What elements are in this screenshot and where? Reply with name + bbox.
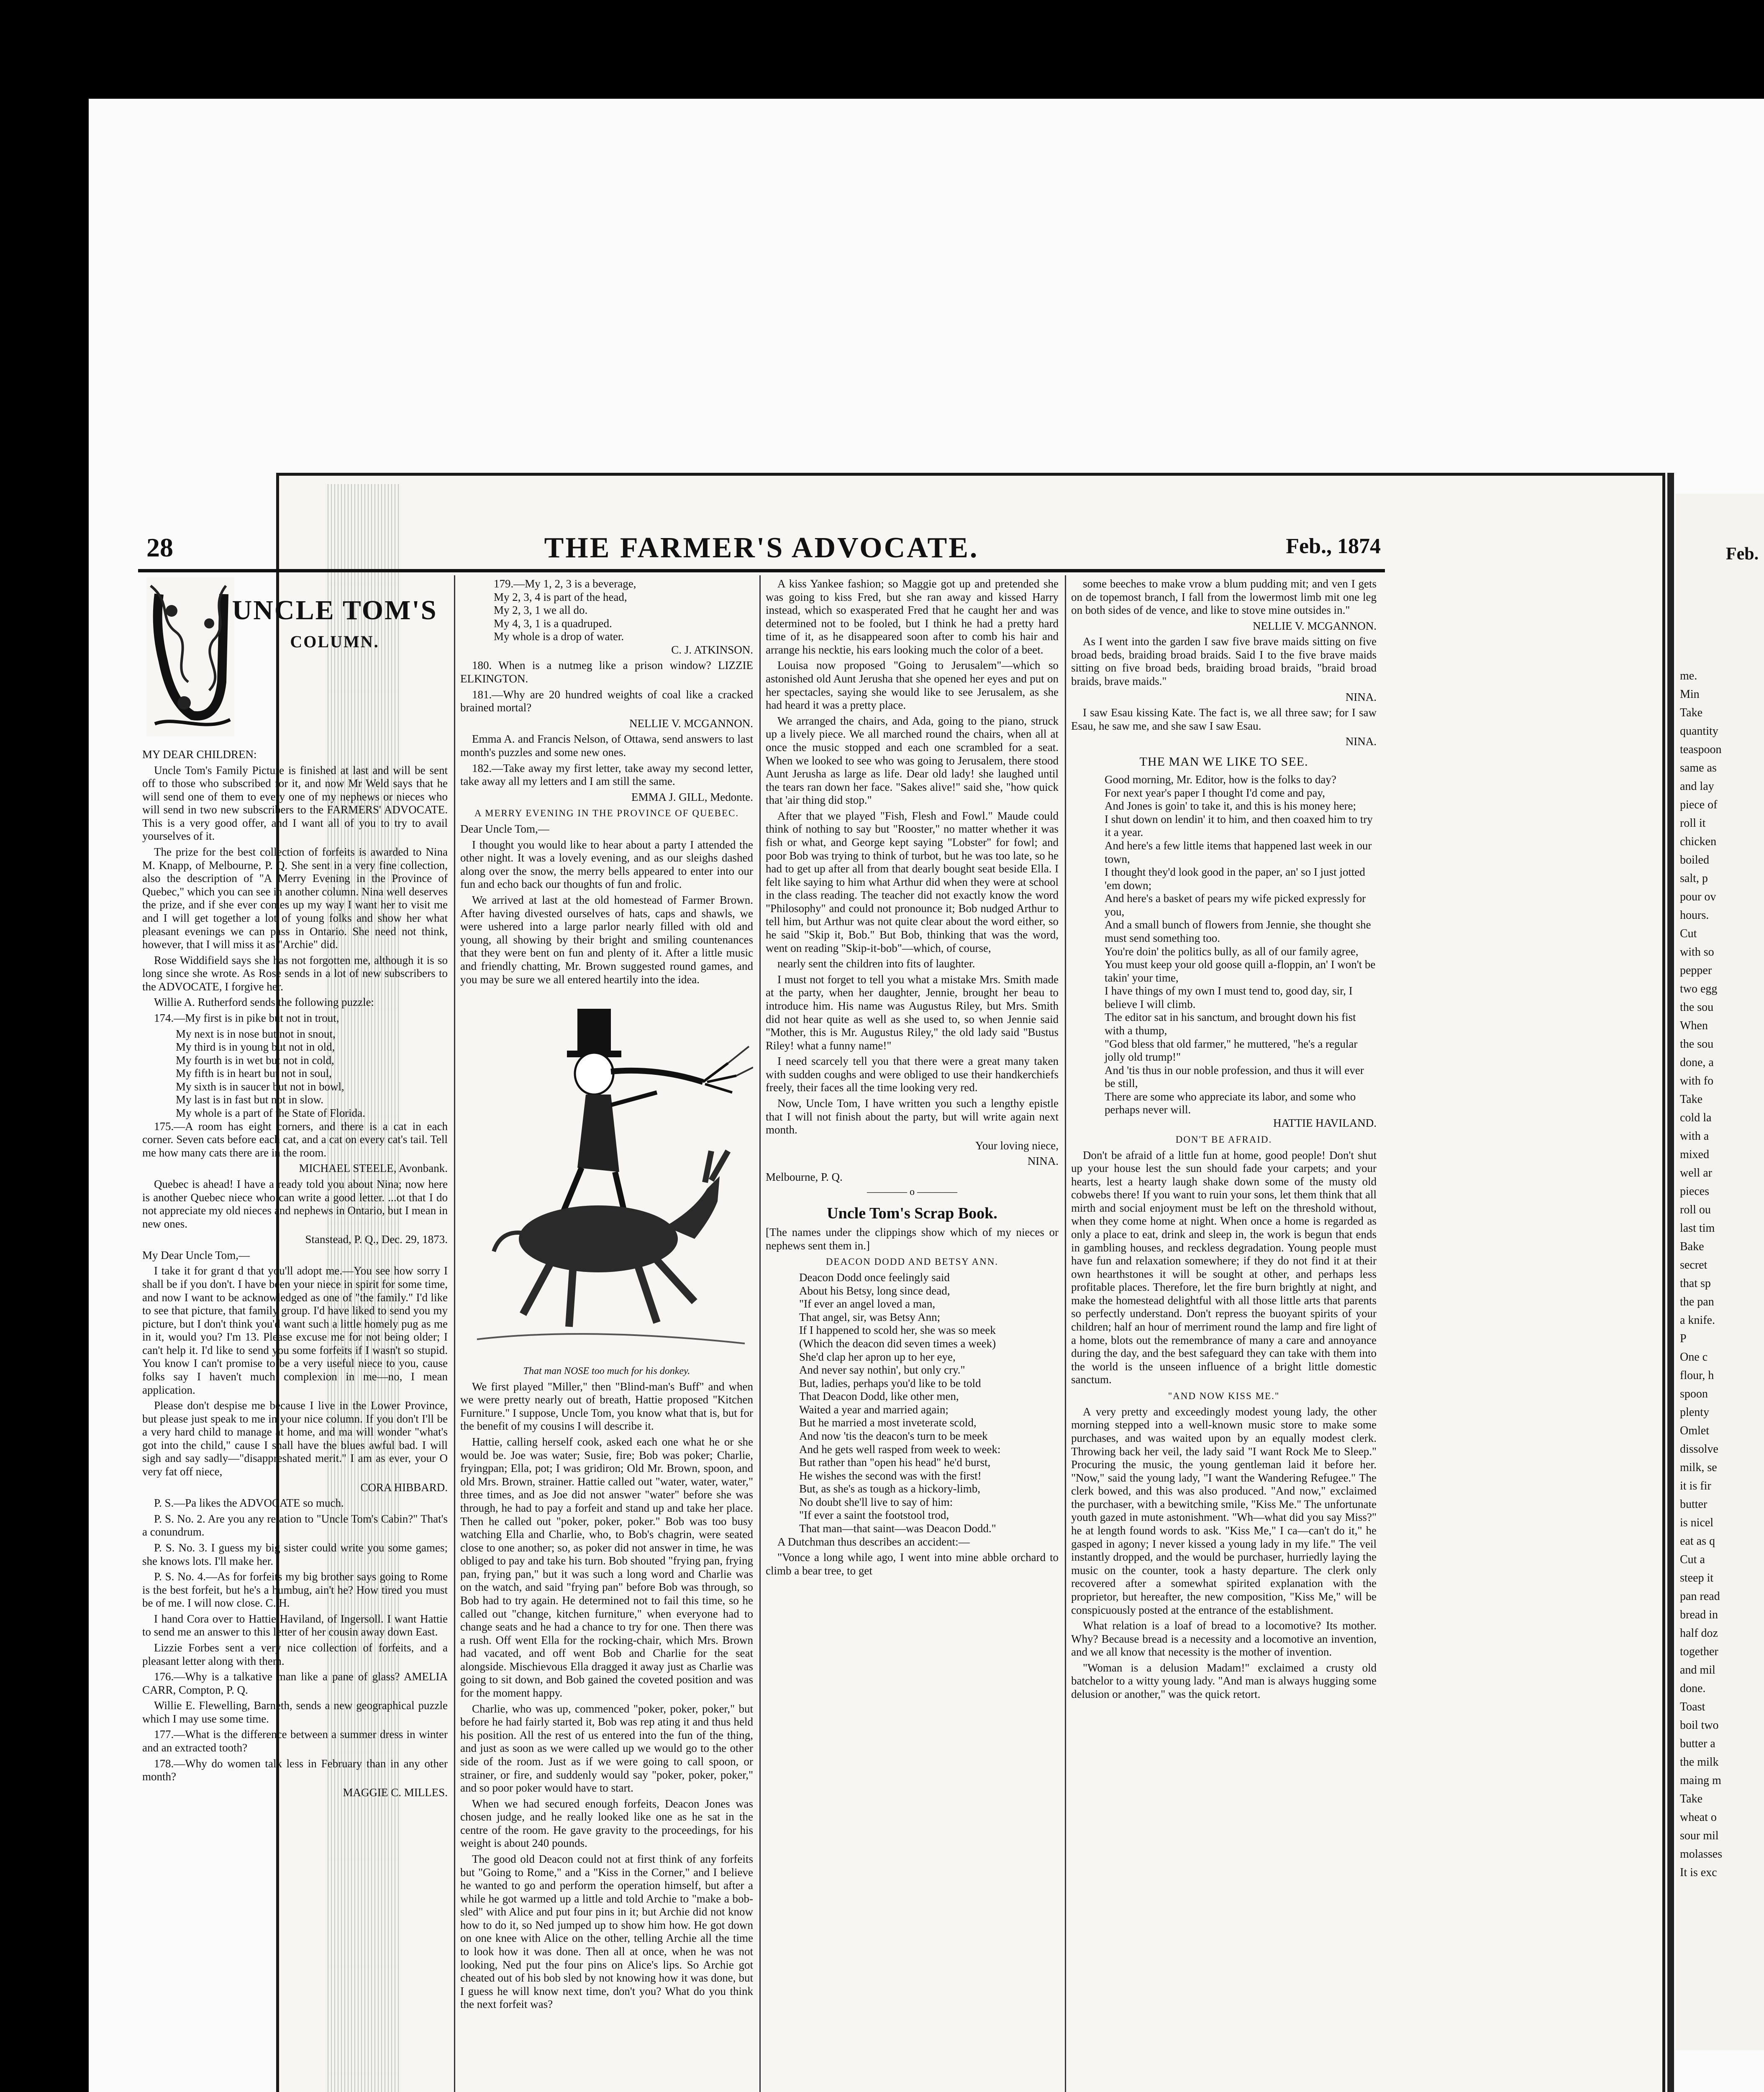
paragraph: I take it for grant d that you'll adopt me.—You see how sorry I shall be if you don't. I have been your niece in spirit for some time, and now I want to be acknowledged as one of "the family." I'd like to see that picture, that family group. I'd have liked to send you my picture, but I don't think you'd want such a little homely pug as me in it, would you? I'm 13. Please excuse me for not being older; I can't help it. I'd like to send you some forfeits if I wasn't so stupid. You know I can't promise to be a very useful niece to you, cause folks say I haven't much complexion in me—no, I mean application. xyxy=(142,1264,448,1396)
paragraph: 180. When is a nutmeg like a prison window? LIZZIE ELKINGTON. xyxy=(460,659,753,685)
poem-line: And never say nothin', but only cry." xyxy=(799,1364,965,1377)
section-divider: ———— o ———— xyxy=(867,1187,957,1198)
next-page-line: Take xyxy=(1680,1792,1703,1805)
paragraph: My next is in nose but not in snout, xyxy=(176,1027,336,1040)
next-page-line: milk, se xyxy=(1680,1461,1717,1474)
poem-line: But he married a most inveterate scold, xyxy=(799,1416,977,1429)
paragraph: 178.—Why do women talk less in February than in any other month? xyxy=(142,1757,448,1783)
poem-line: But rather than "open his head" he'd burst, xyxy=(799,1456,991,1469)
next-page-header: Feb. xyxy=(1726,544,1759,564)
paragraph: CORA HIBBARD. xyxy=(360,1481,448,1494)
dutchman-text: "Vonce a long while ago, I went into mine abble orchard to climb a bear tree, to get xyxy=(766,1551,1059,1577)
man-we-like-poem xyxy=(1071,773,1377,1130)
next-page-line: pepper xyxy=(1680,964,1712,977)
merry-evening-letter xyxy=(460,823,753,986)
paragraph: 182.—Take away my first letter, take away my second letter, take away all my letters and I am still the same. xyxy=(460,761,753,788)
column-2 xyxy=(460,577,753,2014)
next-page-line: done, a xyxy=(1680,1056,1714,1069)
paragraph: MICHAEL STEELE, Avonbank. xyxy=(299,1162,448,1175)
column-3 xyxy=(766,577,1059,1580)
paragraph: A kiss Yankee fashion; so Maggie got up and pretended she was going to kiss Fred, but she ran away and kissed Harry instead, which so exasperated Fred that he caught her and was determined not to be fooled, but I think he had a pretty hard time of it, as he disappeared soon after to comb his hair and arrange his necktie, his ears looking much the color of a beet. xyxy=(766,577,1059,656)
next-page-line: roll it xyxy=(1680,817,1706,830)
paragraph: We first played "Miller," then "Blind-man's Buff" and when we were pretty nearly out of breath, Hattie proposed "Kitchen Furniture." I suppose, Uncle Tom, you know what that is, but for the benefit of my cousins I will describe it. xyxy=(460,1380,753,1433)
header-rule xyxy=(138,569,1385,572)
next-page-line: with a xyxy=(1680,1130,1709,1143)
paragraph: P. S. No. 4.—As for forfeits my big brother says going to Rome is the best forfeit, but he's a humbug, ain't he? How tired you must be of me. I will now close. C. H. xyxy=(142,1570,448,1610)
poem-line: Deacon Dodd once feelingly said xyxy=(799,1271,950,1284)
poem-line: Waited a year and married again; xyxy=(799,1403,949,1416)
paragraph: Please don't despise me because I live in the Lower Province, but please just speak to me in your nice column. If you don't I'll be a very hard child to manage at home, and ma will wonder "what's got into the child," cause I shall have the blues awful bad. I will sigh and say sadly—"disappreshated merit." I am as ever, your O very fat off niece, xyxy=(142,1399,448,1478)
next-page-line: eat as q xyxy=(1680,1535,1715,1548)
poem-line: Good morning, Mr. Editor, how is the folks to day? xyxy=(1105,773,1336,786)
next-page-line: the sou xyxy=(1680,1038,1714,1051)
next-page-line: boil two xyxy=(1680,1719,1719,1732)
paragraph: Dear Uncle Tom,— xyxy=(460,823,549,836)
column-rule xyxy=(1065,575,1066,2092)
paragraph: My last is in fast but not in slow. xyxy=(176,1093,324,1106)
page-gutter xyxy=(1667,473,1674,2092)
column-rule xyxy=(759,575,761,2092)
closing-items xyxy=(1071,1619,1377,1701)
poem-line: That angel, sir, was Betsy Ann; xyxy=(799,1310,941,1323)
next-page-line: me. xyxy=(1680,669,1697,682)
paragraph: My sixth is in saucer but not in bowl, xyxy=(176,1080,344,1093)
paragraph: P. S.—Pa likes the ADVOCATE so much. xyxy=(154,1497,344,1510)
poem-line: But, ladies, perhaps you'd like to be told xyxy=(799,1377,981,1390)
paragraph: 176.—Why is a talkative man like a pane of glass? AMELIA CARR, Compton, P. Q. xyxy=(142,1670,448,1696)
poem-line: The editor sat in his sanctum, and brought down his fist with a thump, xyxy=(1105,1011,1356,1037)
paragraph: After that we played "Fish, Flesh and Fowl." Maude could think of nothing to say but "Rooster," no matter whether it was fish or what, and George kept saying "Lobster" for fowl; and poor Bob was trying to think of turbot, but he was too late, so he had to get up after all from that dearly bought seat beside Ella. I felt like saying to him what Arthur did when they were at school in the class reading. The teacher did not exactly know the word "Philosophy" and could not pronounce it; Bob nudged Arthur to tell him, but Arthur was not quite clear about the word either, so he said "Skip it, Bob." But Bob, thinking that was the word, went on reading "Skip-it-bob"—which, of course, xyxy=(766,809,1059,954)
next-page-line: cold la xyxy=(1680,1111,1712,1124)
page-header xyxy=(142,531,1381,565)
next-page-line: the milk xyxy=(1680,1756,1719,1769)
poem-line: And here's a few little items that happened last week in our town, xyxy=(1105,839,1372,865)
next-page-line: well ar xyxy=(1680,1166,1712,1179)
next-page-line: P xyxy=(1680,1332,1687,1345)
poem-line: For next year's paper I thought I'd come and pay, xyxy=(1105,786,1325,799)
paragraph: We arrived at last at the old homestead of Farmer Brown. After having divested ourselves of hats, caps and shawls, we were ushered into a large parlor nearly filled with old and young, all showing by their bright and smiling countenances that they were bent on fun and plenty of it. After a little music and friendly chatting, Mr. Brown suggested round games, and you may be sure we all entered heartily into the idea. xyxy=(460,894,753,986)
paragraph: I thought you would like to hear about a party I attended the other night. It was a lovely evening, and as our sleighs dashed along over the snow, the merry bells appeared to enter into our fun and echo back our thoughts of fun and frolic. xyxy=(460,838,753,891)
next-page-line: mixed xyxy=(1680,1148,1709,1161)
paragraph: Your loving niece, xyxy=(975,1139,1059,1152)
next-page-line: Cut a xyxy=(1680,1553,1705,1566)
next-page-text xyxy=(1680,669,1764,1884)
paragraph: 175.—A room has eight corners, and there is a cat in each corner. Seven cats before each cat, and a cat on every cat's tail. Tell me how many cats there are in the room. xyxy=(142,1120,448,1159)
next-page-line: last tim xyxy=(1680,1222,1715,1235)
poem-line: No doubt she'll live to say of him: xyxy=(799,1495,953,1508)
next-page-line: a knife. xyxy=(1680,1314,1715,1327)
cartoon-illustration xyxy=(460,992,753,1360)
ornamental-initial-u-icon xyxy=(146,577,234,736)
paragraph: Now, Uncle Tom, I have written you such a lengthy epistle that I will not finish about the party, but will write again next month. xyxy=(766,1097,1059,1136)
next-page-line: and mil xyxy=(1680,1664,1715,1677)
poem-line: He wishes the second was with the first! xyxy=(799,1469,982,1482)
paragraph: My third is in young but not in old, xyxy=(176,1041,335,1054)
next-page-line: Min xyxy=(1680,688,1700,701)
next-page-line: roll ou xyxy=(1680,1203,1711,1216)
kiss-me-text: A very pretty and exceedingly modest young lady, the other morning stepped into a well-known music store to make some purchases, and was waited upon by an equally modest clerk. Throwing back her veil, the lady said "I want Rock Me to Sleep." Procuring the music, the young gentleman laid it before her. "Now," said the young lady, "I want the Wandering Refugee." The clerk bowed, and this was also produced. "And now," exclaimed the purchaser, with a bewitching smile, "Kiss Me." The unfortunate youth gazed in mute astonishment. "Wh—what did you say Miss?" he at length found words to ask. "Kiss Me," I ca—can't do it," he gasped in agony; I never kissed a young lady in my life." The veil instantly dropped, and the would be purchaser, hurriedly laying the music on the counter, took a hasty departure. The clerk only recovered after a somewhat spirited explanation with the proprietor, but hereafter, the new composition, "Kiss Me," will be conspicuously posted at the entrance of the establishment. xyxy=(1071,1405,1377,1616)
paragraph: Charlie, who was up, commenced "poker, poker, poker," but before he had fairly started it, Bob was rep ating it and thus held his position. All the rest of us entered into the fun of the thing, and just as soon as we were called up we would go to the other side of the room. Just as if we were going to call spoon, or strainer, or fire, and suddenly would say "poker, poker, poker," and so poor poker would have to start. xyxy=(460,1702,753,1795)
poem-line: HATTIE HAVILAND. xyxy=(1273,1117,1377,1130)
paragraph: My 2, 3, 1 we all do. xyxy=(494,604,588,617)
next-page-line: pan read xyxy=(1680,1590,1720,1603)
next-page-line: the sou xyxy=(1680,1001,1714,1014)
next-page-line: Take xyxy=(1680,706,1703,719)
poem-line: You're doin' the politics bully, as all of our family agree, xyxy=(1105,945,1359,958)
next-page-line: wheat o xyxy=(1680,1811,1717,1824)
paragraph: The good old Deacon could not at first think of any forfeits but "Going to Rome," and a "Kiss in the Corner," and I believe he wanted to go and perform the operation himself, but after a while he got warmed up a little and told Archie to "make a bob-sled" with Alice and put four pins in it; but Archie did not know how to do it, so Ned jumped up to show him how. He got down on one knee with Alice on the other, telling Archie all the time to look how it was done. Then all at once, when he was not looking, Ned put the four pins on Alice's lips. So Archie got cheated out of his bob sled by not knowing how it was done, but I guess he will know next time, don't you? What do you think the next forfeit was? xyxy=(460,1852,753,2011)
poem-line: That Deacon Dodd, like other men, xyxy=(799,1390,959,1403)
poem-line: "If ever an angel loved a man, xyxy=(799,1297,936,1310)
poem-line: And he gets well rasped from week to week: xyxy=(799,1443,1001,1456)
poem-line: I shut down on lendin' it to him, and then coaxed him to try it a year. xyxy=(1105,813,1373,839)
paragraph: Quebec is ahead! I have a ready told you about Nina; now here is another Quebec niece who can write a good letter. ...ot that I do not appreciate my old nieces and nephews in Ontario, but I mean in new ones. xyxy=(142,1177,448,1230)
poem-line: There are some who appreciate its labor, and some who perhaps never will. xyxy=(1105,1090,1356,1116)
merry-evening-continued xyxy=(460,1380,753,2011)
paragraph: My Dear Uncle Tom,— xyxy=(142,1249,250,1261)
paragraph: 179.—My 1, 2, 3 is a beverage, xyxy=(494,577,636,590)
puzzles-block xyxy=(460,577,753,804)
next-page-line: spoon xyxy=(1680,1387,1708,1400)
scrap-book-intro: [The names under the clippings show which of my nieces or nephews sent them in.] xyxy=(766,1225,1059,1252)
paragraph: C. J. ATKINSON. xyxy=(671,643,753,656)
next-page-line: plenty xyxy=(1680,1406,1709,1419)
poem-line: You must keep your old goose quill a-floppin, an' I won't be takin' your time, xyxy=(1105,958,1376,984)
next-page-line: pour ov xyxy=(1680,890,1716,903)
next-page-line: same as xyxy=(1680,761,1717,774)
next-page-line: teaspoon xyxy=(1680,743,1722,756)
uncle-toms-column-masthead xyxy=(142,577,448,745)
next-page-line: bread in xyxy=(1680,1608,1718,1621)
paragraph: I saw Esau kissing Kate. The fact is, we all three saw; for I saw Esau, he saw me, and she saw I saw Esau. xyxy=(1071,706,1377,732)
next-page-line: One c xyxy=(1680,1351,1708,1364)
paragraph: EMMA J. GILL, Medonte. xyxy=(631,790,753,803)
paragraph: My 4, 3, 1 is a quadruped. xyxy=(494,617,612,630)
next-page-line: When xyxy=(1680,1019,1708,1032)
newspaper-title: THE FARMER'S ADVOCATE. xyxy=(544,532,979,564)
next-page-line: chicken xyxy=(1680,835,1717,848)
column-1-body xyxy=(142,748,448,1799)
paragraph: NINA. xyxy=(1027,1155,1059,1168)
paragraph: My whole is a drop of water. xyxy=(494,630,624,643)
paragraph: P. S. No. 2. Are you any relation to "Uncle Tom's Cabin?" That's a conundrum. xyxy=(142,1512,448,1538)
next-page-line: piece of xyxy=(1680,798,1718,811)
masthead-text xyxy=(226,594,444,652)
poem-line: I thought they'd look good in the paper, an' so I just jotted 'em down; xyxy=(1105,866,1365,892)
paragraph: My fifth is in heart but not in soul, xyxy=(176,1067,332,1080)
cartoon-caption: That man NOSE too much for his donkey. xyxy=(523,1365,690,1377)
paragraph: 177.—What is the difference between a summer dress in winter and an extracted tooth? xyxy=(142,1728,448,1754)
man-we-like-title: THE MAN WE LIKE TO SEE. xyxy=(1139,754,1308,769)
next-page-line: butter a xyxy=(1680,1737,1715,1750)
paragraph: some beeches to make vrow a blum pudding mit; and ven I gets on de topemost branch, I fall from the lowermost limb mit one leg on both sides of de vence, and like to stove mine outsides in." xyxy=(1071,577,1377,617)
page-number: 28 xyxy=(146,533,173,562)
paragraph: Emma A. and Francis Nelson, of Ottawa, send answers to last month's puzzles and some new ones. xyxy=(460,733,753,759)
poem-line: And Jones is goin' to take it, and this is his money here; xyxy=(1105,800,1356,813)
paragraph: Willie E. Flewelling, Barneth, sends a new geographical puzzle which I may use some time. xyxy=(142,1699,448,1725)
next-page-line: and lay xyxy=(1680,780,1714,793)
paragraph: I need scarcely tell you that there were a great many taken with sudden coughs and were obliged to use their handkerchiefs freely, their faces all the time looking very red. xyxy=(766,1055,1059,1094)
poem-line: About his Betsy, long since dead, xyxy=(799,1284,950,1297)
scrap-items xyxy=(1071,577,1377,749)
next-page-line: flour, h xyxy=(1680,1369,1714,1382)
next-page-line: quantity xyxy=(1680,725,1718,738)
poem-line: I have things of my own I must tend to, good day, sir, I believe I will climb. xyxy=(1105,984,1353,1010)
poem-line: And here's a basket of pears my wife picked expressly for you, xyxy=(1105,892,1366,918)
paragraph: My 2, 3, 4 is part of the head, xyxy=(494,590,627,603)
deacon-dodd-title: DEACON DODD AND BETSY ANN. xyxy=(826,1256,999,1267)
paragraph: Louisa now proposed "Going to Jerusalem"—which so astonished old Aunt Jerusha that she opened her eyes and put on her spectacles, saying she would like to see Jerusalem, as she had heard it was a pretty place. xyxy=(766,659,1059,712)
dont-be-afraid-title: DON'T BE AFRAID. xyxy=(1175,1134,1272,1145)
next-page-line: together xyxy=(1680,1645,1718,1658)
paragraph: My whole is a part of the State of Florida. xyxy=(176,1107,365,1120)
next-page-line: hours. xyxy=(1680,909,1709,922)
next-page-line: half doz xyxy=(1680,1627,1718,1640)
next-page-line: that sp xyxy=(1680,1277,1711,1290)
paragraph: nearly sent the children into fits of laughter. xyxy=(777,957,975,970)
poem-line: "God bless that old farmer," he muttered, "he's a regular jolly old trump!" xyxy=(1105,1037,1358,1064)
next-page-line: dissolve xyxy=(1680,1443,1718,1456)
merry-evening-title: A MERRY EVENING IN THE PROVINCE OF QUEBEC. xyxy=(474,808,739,819)
poem-line: That man—that saint—was Deacon Dodd." xyxy=(799,1522,996,1535)
dont-be-afraid-text: Don't be afraid of a little fun at home, good people! Don't shut up your house lest the sun should fade your carpets; and your hearts, lest a hearty laugh shake down some of the musty old cobwebs there! If you want to ruin your sons, let them think that all mirth and social enjoyment must be left on the threshold without, when they come home at night. When once a home is regarded as only a place to eat, drink and sleep in, the work is begun that ends in gambling houses, and reckless degradation. Young people must have fun and relaxation somewhere; if they do not find it at their own hearthstones it will be sought at other, and perhaps less profitable places. Therefore, let the fire burn brightly at night, and make the homestead delightful with all those little arts that parents so perfectly understand. Don't repress the buoyant spirits of your children; half an hour of merriment round the lamp and fire light of a home, blots out the remembrance of many a care and annoyance during the day, and the best safeguard they can take with them into the world is the unseen influence of a bright little domestic sanctum. xyxy=(1071,1149,1377,1386)
paragraph: Uncle Tom's Family Picture is finished at last and will be sent off to those who subscribed for it, and now Mr Weld says that he will send one of them to every one of my nephews or nieces who will send in two new subscribers to the FARMERS' ADVOCATE. This is a very good offer, and I want all of you to try to avail yourselves of it. xyxy=(142,764,448,843)
next-page-line: salt, p xyxy=(1680,872,1708,885)
poem-line: "If ever a saint the footstool trod, xyxy=(799,1509,949,1522)
issue-date: Feb., 1874 xyxy=(1286,534,1381,558)
paragraph: NELLIE V. MCGANNON. xyxy=(1253,619,1377,632)
paragraph: NELLIE V. MCGANNON. xyxy=(629,717,753,730)
kiss-me-title: "AND NOW KISS ME." xyxy=(1168,1390,1280,1401)
scrap-book-title: Uncle Tom's Scrap Book. xyxy=(827,1204,997,1222)
next-page-line: with so xyxy=(1680,946,1714,959)
paragraph: 174.—My first is in pike but not in trout, xyxy=(154,1011,339,1024)
paragraph: I must not forget to tell you what a mistake Mrs. Smith made at the party, when her daughter, Jennie, brought her beau to introduce him. His name was Augustus Riley, but Mrs. Smith did not hear quite as well as she used to, so when Jennie said "Mother, this is Mr. Augustus Riley," the old lady said "Bustus Riley! what a funny name!" xyxy=(766,973,1059,1052)
paragraph: The prize for the best collection of forfeits is awarded to Nina M. Knapp, of Melbourne, P. Q. She sent in a very fine collection, also the description of "A Merry Evening in the Province of Quebec," which you can see in another column. Nina well deserves the prize, and if she ever comes up my way I want her to visit me and I will get together a lot of young folks and show her what pleasant evenings we can pass in Ontario. She need not think, however, that I will miss it as "Archie" did. xyxy=(142,846,448,951)
poem-line: And now 'tis the deacon's turn to be meek xyxy=(799,1429,988,1442)
next-page-line: Bake xyxy=(1680,1240,1704,1253)
paragraph: What relation is a loaf of bread to a locomotive? Its mother. Why? Because bread is a necessity and a locomotive an invention, and we all know that necessity is the mother of invention. xyxy=(1071,1619,1377,1659)
next-page-line: two egg xyxy=(1680,982,1718,995)
column-4 xyxy=(1071,577,1377,1704)
column-1 xyxy=(142,577,448,1802)
paragraph: Stanstead, P. Q., Dec. 29, 1873. xyxy=(305,1233,448,1246)
paragraph: NINA. xyxy=(1345,735,1377,748)
poem-line: But, as she's as tough as a hickory-limb, xyxy=(799,1482,981,1495)
paragraph: MAGGIE C. MILLES. xyxy=(343,1786,448,1799)
next-page-line: pieces xyxy=(1680,1185,1709,1198)
merry-evening-part-2 xyxy=(766,577,1059,955)
column-rule xyxy=(454,575,455,2092)
paragraph: Melbourne, P. Q. xyxy=(766,1170,843,1183)
next-page-line: sour mil xyxy=(1680,1829,1719,1842)
paragraph: P. S. No. 3. I guess my big sister could write you some games; she knows lots. I'll make her. xyxy=(142,1541,448,1567)
poem-line: She'd clap her apron up to her eye, xyxy=(799,1350,956,1363)
paragraph: NINA. xyxy=(1345,690,1377,703)
paragraph: I hand Cora over to Hattie Haviland, of Ingersoll. I want Hattie to send me an answer to this letter of her cousin away down East. xyxy=(142,1612,448,1638)
paragraph: MY DEAR CHILDREN: xyxy=(142,748,257,761)
poem-line: (Which the deacon did seven times a week) xyxy=(799,1337,996,1350)
paragraph: As I went into the garden I saw five brave maids sitting on five broad beds, braiding broad braids. Said I to the five brave maids sitting on five broad beds, braiding broad braids, "braid broad braids, brave maids." xyxy=(1071,635,1377,688)
paragraph: Hattie, calling herself cook, asked each one what he or she would be. Joe was water; Susie, fire; Bob was poker; Charlie, fryingpan; Ella, pot; I was gridiron; Old Mr. Brown, spoon, and old Mrs. Brown, strainer. Hattie called out "water, water, water," three times, and as Joe did not answer "water" before she was through, he had to pay a forfeit and stand up and take her place. Then he called out "poker, poker, poker." Bob was too busy watching Ella and Charlie, who, to Bob's chagrin, were seated close to one another; so, as poker did not answer in time, he was obliged to pay and take his turn. Bob shouted "frying pan, frying pan, frying pan," but it was such a long word and Charlie was on the watch, and said "frying pan" before Bob was through, so Bob had to try again. He determined not to fail this time, so he called out "change, kitchen furniture," when everyone had to change seats and he had a chance to try for one. Then there was a rush. Off went Ella for the rocking-chair, which Mrs. Brown had vacated, and off went Bob and Charlie for the seat alongside. Mischievous Ella dragged it away just as Charlie was going to sit down, and Bob gained the coveted position and was for the moment happy. xyxy=(460,1436,753,1700)
next-page-line: Omlet xyxy=(1680,1424,1709,1437)
paragraph: Rose Widdifield says she has not forgotten me, although it is so long since she wrote. As Rose sends in a lot of new subscribers to the ADVOCATE, I forgive her. xyxy=(142,954,448,993)
paragraph: We arranged the chairs, and Ada, going to the piano, struck up a lively piece. We all marched round the chairs, when all at once the music stopped and each one scrambled for a seat. When we looked to see who was going to Jerusalem, there stood Aunt Jerusha as large as life. Dear old lady! she laughed until the tears ran down her face. "Sakes alive!" said she, "how quick that 'air thing did stop." xyxy=(766,714,1059,807)
masthead-subtitle: COLUMN. xyxy=(290,632,379,651)
paragraph: 181.—Why are 20 hundred weights of coal like a cracked brained mortal? xyxy=(460,688,753,714)
next-page-line: secret xyxy=(1680,1259,1708,1272)
next-page-line: the pan xyxy=(1680,1295,1714,1308)
paragraph: "Woman is a delusion Madam!" exclaimed a crusty old batchelor to a witty young lady. "And man is always hugging some delusion or another," was the quick retort. xyxy=(1071,1661,1377,1700)
paragraph: When we had secured enough forfeits, Deacon Jones was chosen judge, and he really looked like one as he sat in the centre of the room. He gave gravity to the proceedings, for his weight is about 240 pounds. xyxy=(460,1797,753,1850)
next-page-line: butter xyxy=(1680,1498,1708,1511)
poem-line: If I happened to scold her, she was so meek xyxy=(799,1324,996,1337)
next-page-line: Toast xyxy=(1680,1700,1705,1713)
paragraph: Willie A. Rutherford sends the following puzzle: xyxy=(154,996,374,1009)
dutchman-intro: A Dutchman thus describes an accident:— xyxy=(777,1535,970,1548)
next-page-line: it is fir xyxy=(1680,1479,1711,1492)
deacon-dodd-poem xyxy=(766,1271,1059,1536)
next-page-line: is nicel xyxy=(1680,1516,1714,1529)
next-page-line: maing m xyxy=(1680,1774,1721,1787)
poem-line: And a small bunch of flowers from Jennie, she thought she must send something too. xyxy=(1105,918,1371,944)
paragraph: Lizzie Forbes sent a very nice collection of forfeits, and a pleasant letter along with them. xyxy=(142,1641,448,1667)
masthead-title: UNCLE TOM'S xyxy=(232,595,438,626)
next-page-line: Cut xyxy=(1680,927,1697,940)
next-page-line: with fo xyxy=(1680,1074,1714,1087)
next-page-line: steep it xyxy=(1680,1572,1714,1584)
next-page-line: done. xyxy=(1680,1682,1706,1695)
poem-line: And 'tis thus in our noble profession, and thus it will ever be still, xyxy=(1105,1064,1364,1090)
paragraph: My fourth is in wet but not in cold, xyxy=(176,1054,334,1067)
next-page-line: It is exc xyxy=(1680,1866,1717,1879)
next-page-edge xyxy=(1676,494,1764,2050)
merry-evening-conclusion xyxy=(766,957,1059,1184)
next-page-line: boiled xyxy=(1680,854,1709,867)
next-page-line: molasses xyxy=(1680,1848,1723,1861)
next-page-line: Take xyxy=(1680,1093,1703,1106)
